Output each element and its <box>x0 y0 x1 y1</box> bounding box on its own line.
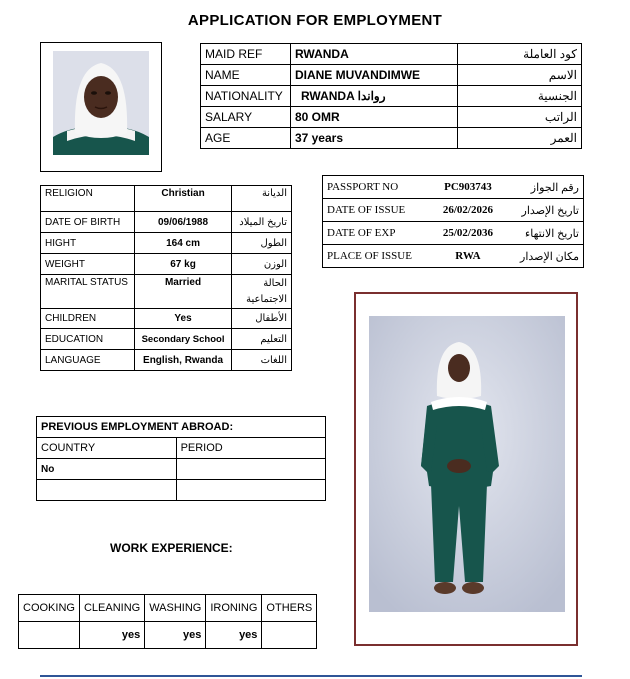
table-row <box>201 128 582 149</box>
work-experience-table <box>18 594 317 649</box>
washing-header: WASHING <box>145 595 206 622</box>
date-of-issue-value: 26/02/2026 <box>424 199 511 222</box>
language-label: LANGUAGE <box>41 350 135 371</box>
maid-ref-value: RWANDA <box>290 44 457 65</box>
country-header: COUNTRY <box>37 438 177 459</box>
table-row <box>41 329 292 350</box>
table-row <box>41 212 292 233</box>
height-arabic: الطول <box>232 233 292 254</box>
table-row <box>323 222 584 245</box>
salary-value: 80 OMR <box>290 107 457 128</box>
education-value: Secondary School <box>134 329 231 350</box>
period-cell <box>176 480 325 501</box>
ironing-value: yes <box>206 622 262 649</box>
marital-status-value: Married <box>134 275 231 309</box>
age-arabic: العمر <box>457 128 581 149</box>
table-row <box>41 233 292 254</box>
religion-arabic: الديانة <box>232 186 292 212</box>
table-row <box>201 65 582 86</box>
cleaning-header: CLEANING <box>79 595 144 622</box>
place-of-issue-arabic: مكان الإصدار <box>512 245 584 268</box>
weight-label: WEIGHT <box>41 254 135 275</box>
salary-arabic: الراتب <box>457 107 581 128</box>
work-experience-heading: WORK EXPERIENCE: <box>110 541 233 555</box>
table-row <box>201 86 582 107</box>
table-row <box>37 459 326 480</box>
weight-value: 67 kg <box>134 254 231 275</box>
table-row <box>37 417 326 438</box>
personal-details-table <box>40 185 292 371</box>
name-arabic: الاسم <box>457 65 581 86</box>
table-row <box>19 595 317 622</box>
table-row <box>41 186 292 212</box>
height-value: 164 cm <box>134 233 231 254</box>
previous-employment-table <box>36 416 326 501</box>
table-row <box>37 480 326 501</box>
passport-no-value: PC903743 <box>424 176 511 199</box>
language-arabic: اللغات <box>232 350 292 371</box>
headshot-photo <box>53 51 149 155</box>
period-cell <box>176 459 325 480</box>
others-value <box>262 622 317 649</box>
headshot-frame <box>40 42 162 172</box>
dob-value: 09/06/1988 <box>134 212 231 233</box>
table-row <box>201 107 582 128</box>
washing-value: yes <box>145 622 206 649</box>
passport-table <box>322 175 584 268</box>
date-of-exp-label: DATE OF EXP <box>323 222 425 245</box>
table-row <box>323 199 584 222</box>
previous-employment-heading: PREVIOUS EMPLOYMENT ABROAD: <box>37 417 326 438</box>
cooking-value <box>19 622 80 649</box>
passport-no-label: PASSPORT NO <box>323 176 425 199</box>
table-row <box>37 438 326 459</box>
full-body-frame <box>354 292 578 646</box>
place-of-issue-value: RWA <box>424 245 511 268</box>
age-label: AGE <box>201 128 291 149</box>
nationality-value: RWANDA رواندا <box>290 86 457 107</box>
dob-label: DATE OF BIRTH <box>41 212 135 233</box>
name-value: DIANE MUVANDIMWE <box>290 65 457 86</box>
table-row <box>41 350 292 371</box>
children-arabic: الأطفال <box>232 309 292 329</box>
children-value: Yes <box>134 309 231 329</box>
marital-status-arabic: الحالة الاجتماعية <box>232 275 292 309</box>
dob-arabic: تاريخ الميلاد <box>232 212 292 233</box>
country-cell: No <box>37 459 177 480</box>
full-body-photo <box>369 316 565 612</box>
table-row <box>41 309 292 329</box>
date-of-exp-value: 25/02/2036 <box>424 222 511 245</box>
passport-no-arabic: رقم الجواز <box>512 176 584 199</box>
page-title: APPLICATION FOR EMPLOYMENT <box>187 12 443 29</box>
date-of-exp-arabic: تاريخ الانتهاء <box>512 222 584 245</box>
period-header: PERIOD <box>176 438 325 459</box>
maid-ref-arabic: كود العاملة <box>457 44 581 65</box>
table-row <box>201 44 582 65</box>
table-row <box>323 176 584 199</box>
religion-value: Christian <box>134 186 231 212</box>
top-info-table <box>200 43 582 149</box>
name-label: NAME <box>201 65 291 86</box>
religion-label: RELIGION <box>41 186 135 212</box>
others-header: OTHERS <box>262 595 317 622</box>
place-of-issue-label: PLACE OF ISSUE <box>323 245 425 268</box>
table-row <box>323 245 584 268</box>
date-of-issue-arabic: تاريخ الإصدار <box>512 199 584 222</box>
weight-arabic: الوزن <box>232 254 292 275</box>
nationality-label: NATIONALITY <box>201 86 291 107</box>
education-label: EDUCATION <box>41 329 135 350</box>
table-row <box>41 275 292 309</box>
footer-divider <box>40 675 582 677</box>
age-value: 37 years <box>290 128 457 149</box>
ironing-header: IRONING <box>206 595 262 622</box>
date-of-issue-label: DATE OF ISSUE <box>323 199 425 222</box>
education-arabic: التعليم <box>232 329 292 350</box>
table-row <box>41 254 292 275</box>
maid-ref-label: MAID REF <box>201 44 291 65</box>
salary-label: SALARY <box>201 107 291 128</box>
language-value: English, Rwanda <box>134 350 231 371</box>
country-cell <box>37 480 177 501</box>
table-row <box>19 622 317 649</box>
height-label: HIGHT <box>41 233 135 254</box>
marital-status-label: MARITAL STATUS <box>41 275 135 309</box>
cleaning-value: yes <box>79 622 144 649</box>
children-label: CHILDREN <box>41 309 135 329</box>
nationality-arabic: الجنسية <box>457 86 581 107</box>
cooking-header: COOKING <box>19 595 80 622</box>
